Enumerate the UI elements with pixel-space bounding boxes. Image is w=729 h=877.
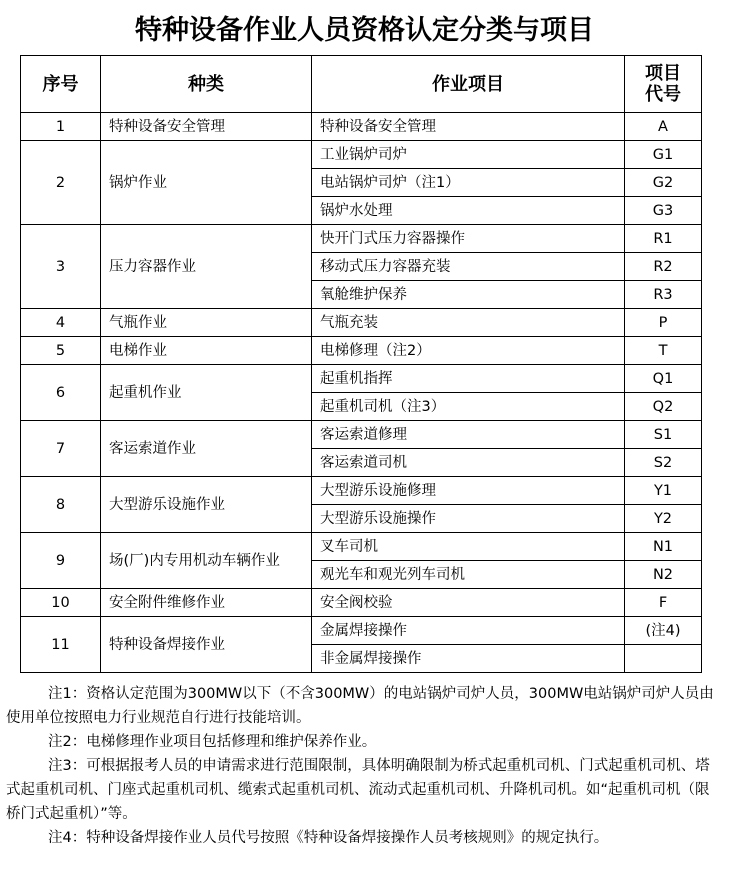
row-code: A: [625, 113, 702, 141]
row-category: 特种设备焊接作业: [101, 617, 312, 673]
row-code: S1: [625, 421, 702, 449]
row-code: Y1: [625, 477, 702, 505]
row-number: 6: [21, 365, 101, 421]
row-item: 安全阀校验: [312, 589, 625, 617]
qualification-table: [20, 55, 702, 673]
row-item: 叉车司机: [312, 533, 625, 561]
row-code: R2: [625, 253, 702, 281]
row-category: 压力容器作业: [101, 225, 312, 309]
row-item: 气瓶充装: [312, 309, 625, 337]
row-number: 2: [21, 141, 101, 225]
row-number: 10: [21, 589, 101, 617]
table-row: [21, 337, 702, 365]
row-code: [625, 645, 702, 673]
row-item: 起重机司机（注3）: [312, 393, 625, 421]
row-item: 起重机指挥: [312, 365, 625, 393]
row-item: 大型游乐设施操作: [312, 505, 625, 533]
row-item: 电梯修理（注2）: [312, 337, 625, 365]
row-number: 11: [21, 617, 101, 673]
row-item: 客运索道修理: [312, 421, 625, 449]
notes: [6, 682, 722, 850]
row-item: 锅炉水处理: [312, 197, 625, 225]
row-code: N2: [625, 561, 702, 589]
row-number: 8: [21, 477, 101, 533]
note-1: 注1：资格认定范围为300MW以下（不含300MW）的电站锅炉司炉人员，300MW电站锅炉司炉人员由使用单位按照电力行业规范自行进行技能培训。: [6, 686, 714, 726]
row-code: Q1: [625, 365, 702, 393]
row-code: Y2: [625, 505, 702, 533]
row-item: 工业锅炉司炉: [312, 141, 625, 169]
row-code: G2: [625, 169, 702, 197]
row-item: 客运索道司机: [312, 449, 625, 477]
row-code: F: [625, 589, 702, 617]
row-code: N1: [625, 533, 702, 561]
table-header-row: [21, 56, 702, 113]
table-row: [21, 365, 702, 393]
note-2: 注2：电梯修理作业项目包括修理和维护保养作业。: [48, 734, 377, 750]
row-item: 移动式压力容器充装: [312, 253, 625, 281]
table-row: [21, 477, 702, 505]
row-number: 1: [21, 113, 101, 141]
row-code: Q2: [625, 393, 702, 421]
row-number: 7: [21, 421, 101, 477]
row-category: 客运索道作业: [101, 421, 312, 477]
row-item: 大型游乐设施修理: [312, 477, 625, 505]
row-category: 大型游乐设施作业: [101, 477, 312, 533]
table-row: [21, 589, 702, 617]
table-body: [21, 113, 702, 673]
row-item: 观光车和观光列车司机: [312, 561, 625, 589]
row-category: 气瓶作业: [101, 309, 312, 337]
table-row: [21, 309, 702, 337]
row-item: 快开门式压力容器操作: [312, 225, 625, 253]
table-row: [21, 141, 702, 169]
note-4: 注4：特种设备焊接作业人员代号按照《特种设备焊接操作人员考核规则》的规定执行。: [48, 830, 609, 846]
table-row: [21, 225, 702, 253]
header-code: 项目代号: [625, 56, 702, 113]
row-category: 安全附件维修作业: [101, 589, 312, 617]
row-item: 氧舱维护保养: [312, 281, 625, 309]
row-code: S2: [625, 449, 702, 477]
header-item: 作业项目: [312, 56, 625, 113]
row-item: 特种设备安全管理: [312, 113, 625, 141]
row-category: 电梯作业: [101, 337, 312, 365]
row-number: 3: [21, 225, 101, 309]
header-no: 序号: [21, 56, 101, 113]
row-category: 特种设备安全管理: [101, 113, 312, 141]
table-row: [21, 617, 702, 645]
table-row: [21, 421, 702, 449]
row-item: 电站锅炉司炉（注1）: [312, 169, 625, 197]
table-row: [21, 533, 702, 561]
row-code: R3: [625, 281, 702, 309]
row-code: T: [625, 337, 702, 365]
note-3: 注3：可根据报考人员的申请需求进行范围限制，具体明确限制为桥式起重机司机、门式起重机司机、塔式起重机司机、门座式起重机司机、缆索式起重机司机、流动式起重机司机、升降机司机。如“起重机司机（限桥门式起重机）”等。: [6, 758, 710, 822]
page-title: 特种设备作业人员资格认定分类与项目: [135, 15, 594, 46]
row-code: G3: [625, 197, 702, 225]
row-number: 5: [21, 337, 101, 365]
table-row: [21, 113, 702, 141]
row-item: 金属焊接操作: [312, 617, 625, 645]
row-category: 场(厂)内专用机动车辆作业: [101, 533, 312, 589]
row-number: 4: [21, 309, 101, 337]
row-code: R1: [625, 225, 702, 253]
row-category: 起重机作业: [101, 365, 312, 421]
row-code: P: [625, 309, 702, 337]
row-code: G1: [625, 141, 702, 169]
row-number: 9: [21, 533, 101, 589]
row-code: (注4): [625, 617, 702, 645]
row-category: 锅炉作业: [101, 141, 312, 225]
header-category: 种类: [101, 56, 312, 113]
row-item: 非金属焊接操作: [312, 645, 625, 673]
